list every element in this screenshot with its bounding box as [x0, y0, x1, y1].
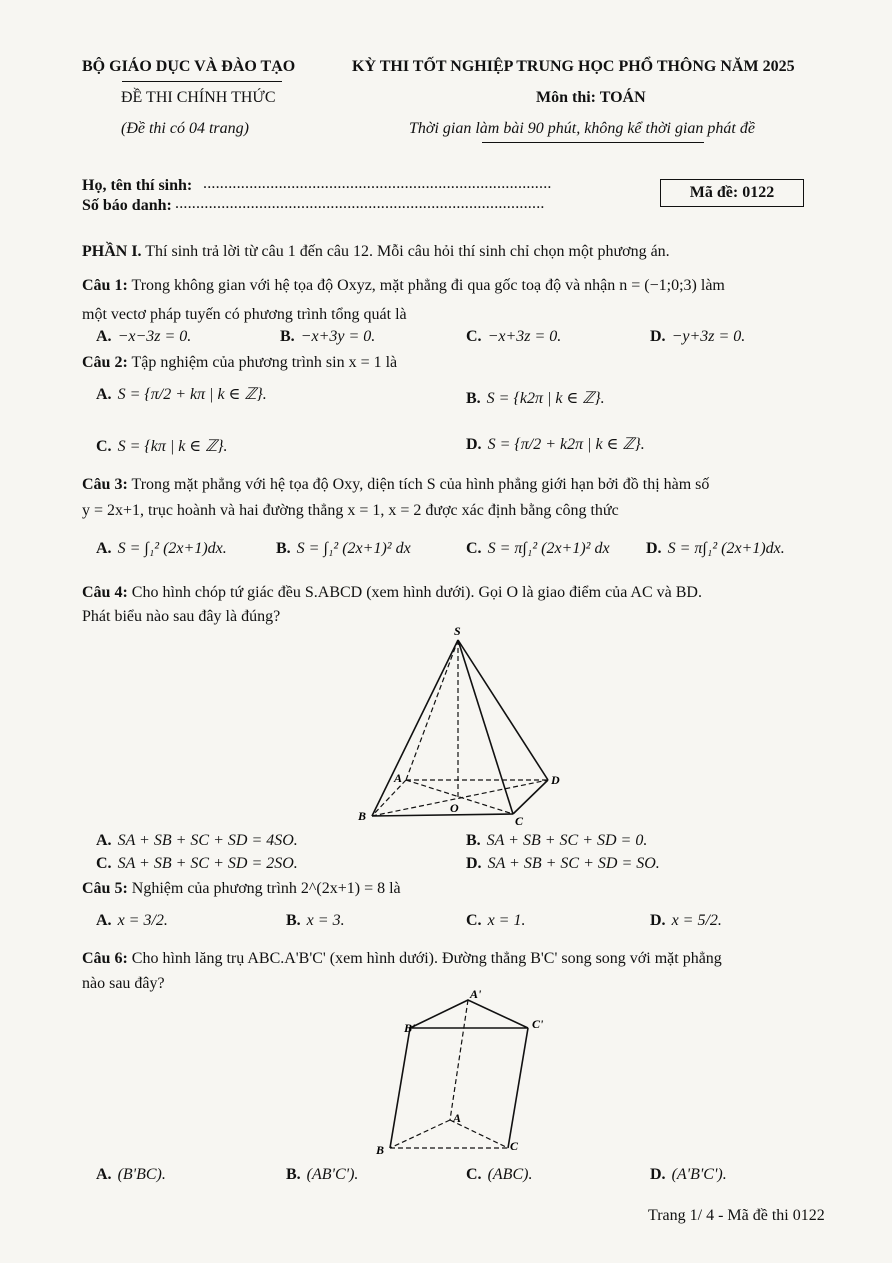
q6-option-d[interactable] — [650, 1166, 727, 1184]
vertex-a1-label: A' — [470, 988, 482, 1001]
q3-option-d-label: D. — [646, 540, 662, 557]
q5-option-c[interactable] — [466, 912, 525, 930]
q6-line1 — [82, 950, 722, 968]
vertex-s-label: S — [454, 624, 461, 638]
pyramid-figure — [350, 622, 580, 830]
vertex-c1-label: C' — [532, 1017, 544, 1031]
q5-option-d-label: D. — [650, 912, 666, 929]
q3-option-c[interactable] — [466, 540, 610, 558]
edge-sb — [372, 640, 458, 816]
q1-option-d[interactable] — [650, 328, 745, 346]
vertex-b1-label: B' — [404, 1021, 416, 1035]
q2-text: Tập nghiệm của phương trình sin x = 1 là — [127, 354, 398, 371]
official-label: ĐỀ THI CHÍNH THỨC — [121, 89, 276, 106]
q6-line2: nào sau đây? — [82, 975, 165, 992]
q4-option-d-label: D. — [466, 855, 482, 872]
edge-bb1 — [390, 1028, 410, 1148]
q4-option-c[interactable] — [96, 855, 298, 873]
q5-option-a-text: x = 3/2. — [117, 912, 168, 929]
q3-option-c-text: S = π∫₁² (2x+1)² dx — [487, 540, 610, 557]
q6-option-d-label: D. — [650, 1166, 666, 1183]
q4-line1 — [82, 584, 702, 602]
q6-text1: Cho hình lăng trụ ABC.A'B'C' (xem hình dưới). Đường thẳng B'C' song song với mặt phẳng — [127, 950, 722, 967]
q5-label: Câu 5: — [82, 880, 128, 897]
q1-label: Câu 1: — [82, 277, 128, 294]
candidate-id-dots: ........................................................................................ — [175, 195, 545, 212]
q4-option-b-text: SA + SB + SC + SD = 0. — [486, 832, 648, 849]
edge-bc — [372, 814, 513, 816]
q6-option-c-text: (ABC). — [487, 1166, 533, 1183]
candidate-name-label: Họ, tên thí sinh: — [82, 177, 193, 194]
q4-option-b-label: B. — [466, 832, 481, 849]
q1-line1 — [82, 277, 725, 295]
vertex-d-label: D — [551, 773, 560, 787]
vertex-b-label: B — [376, 1143, 385, 1157]
q5-option-a[interactable] — [96, 912, 168, 930]
q6-option-c-label: C. — [466, 1166, 482, 1183]
time-note-underline — [482, 142, 704, 143]
ministry-underline — [122, 81, 282, 82]
section-title: PHẦN I. — [82, 243, 142, 260]
q2-option-c-text: S = {kπ | k ∈ ℤ}. — [117, 438, 228, 455]
page-footer: Trang 1/ 4 - Mã đề thi 0122 — [648, 1207, 825, 1224]
q3-line1 — [82, 476, 709, 494]
prism-figure — [370, 988, 550, 1160]
vertex-a-label: A — [394, 771, 403, 785]
q5-option-c-label: C. — [466, 912, 482, 929]
q2-option-b-text: S = {k2π | k ∈ ℤ}. — [486, 390, 605, 407]
edge-cd — [513, 780, 548, 814]
q3-option-a-label: A. — [96, 540, 112, 557]
section-text: Thí sinh trả lời từ câu 1 đến câu 12. Mỗi câu hỏi thí sinh chỉ chọn một phương án. — [141, 243, 670, 260]
q4-text1: Cho hình chóp tứ giác đều S.ABCD (xem hình dưới). Gọi O là giao điểm của AC và BD. — [127, 584, 702, 601]
q5-option-d[interactable] — [650, 912, 722, 930]
q5-option-d-text: x = 5/2. — [671, 912, 722, 929]
q6-option-c[interactable] — [466, 1166, 532, 1184]
q4-option-d-text: SA + SB + SC + SD = SO. — [487, 855, 660, 872]
section-heading — [82, 243, 670, 261]
vertex-a-label: A — [453, 1111, 462, 1125]
q2-option-d[interactable] — [466, 434, 645, 454]
q6-option-b[interactable] — [286, 1166, 358, 1184]
exam-title: KỲ THI TỐT NGHIỆP TRUNG HỌC PHỔ THÔNG NĂM 2025 — [352, 58, 795, 75]
q2-option-b-label: B. — [466, 390, 481, 407]
q1-option-c-text: −x+3z = 0. — [487, 328, 562, 345]
q4-option-b[interactable] — [466, 832, 647, 850]
q3-option-b-text: S = ∫₁² (2x+1)² dx — [296, 540, 411, 557]
q3-label: Câu 3: — [82, 476, 128, 493]
q5-option-c-text: x = 1. — [487, 912, 526, 929]
vertex-c-label: C — [515, 814, 524, 828]
q3-option-d[interactable] — [646, 540, 785, 558]
q4-label: Câu 4: — [82, 584, 128, 601]
q6-option-b-label: B. — [286, 1166, 301, 1183]
ministry-name: BỘ GIÁO DỤC VÀ ĐÀO TẠO — [82, 58, 296, 75]
q6-option-a-text: (B'BC). — [117, 1166, 166, 1183]
q5-option-b-label: B. — [286, 912, 301, 929]
q2-option-a[interactable] — [96, 384, 267, 404]
q3-option-b[interactable] — [276, 540, 411, 558]
q6-option-a-label: A. — [96, 1166, 112, 1183]
candidate-name-dots: ................................................................................... — [203, 175, 552, 192]
q4-option-c-text: SA + SB + SC + SD = 2SO. — [117, 855, 298, 872]
vertex-o-label: O — [450, 801, 459, 815]
edge-sa — [406, 640, 458, 780]
top-face — [410, 1000, 528, 1028]
q6-option-a[interactable] — [96, 1166, 166, 1184]
candidate-id-label: Số báo danh: — [82, 197, 172, 214]
q3-line2: y = 2x+1, trục hoành và hai đường thẳng x = 1, x = 2 được xác định bằng công thức — [82, 502, 619, 519]
edge-cc1 — [508, 1028, 528, 1148]
edge-sd — [458, 640, 548, 780]
q1-option-a[interactable] — [96, 328, 191, 346]
edge-ab — [372, 780, 406, 816]
q1-option-d-text: −y+3z = 0. — [671, 328, 746, 345]
edge-aa1 — [450, 1000, 468, 1120]
q5-text: Nghiệm của phương trình 2^(2x+1) = 8 là — [127, 880, 401, 897]
q5-line — [82, 880, 401, 898]
q4-option-a-label: A. — [96, 832, 112, 849]
q2-line — [82, 354, 397, 372]
q3-text1: Trong mặt phẳng với hệ tọa độ Oxy, diện tích S của hình phẳng giới hạn bởi đồ thị hàm số — [127, 476, 710, 493]
q6-label: Câu 6: — [82, 950, 128, 967]
q2-option-b[interactable] — [466, 388, 605, 408]
q2-option-c-label: C. — [96, 438, 112, 455]
q1-option-a-text: −x−3z = 0. — [117, 328, 192, 345]
q3-option-c-label: C. — [466, 540, 482, 557]
q1-option-b[interactable] — [280, 328, 375, 346]
q1-option-d-label: D. — [650, 328, 666, 345]
q6-option-d-text: (A'B'C'). — [671, 1166, 727, 1183]
q4-option-d[interactable] — [466, 855, 660, 873]
q2-option-a-label: A. — [96, 386, 112, 403]
pages-note: (Đề thi có 04 trang) — [121, 120, 249, 137]
q2-option-d-label: D. — [466, 436, 482, 453]
q1-line2: một vectơ pháp tuyến có phương trình tổng quát là — [82, 306, 407, 323]
q2-option-c[interactable] — [96, 436, 228, 456]
q3-option-a[interactable] — [96, 540, 227, 558]
subject-label: Môn thi: TOÁN — [536, 89, 646, 106]
q1-option-b-text: −x+3y = 0. — [300, 328, 376, 345]
q4-option-a[interactable] — [96, 832, 298, 850]
q4-option-c-label: C. — [96, 855, 112, 872]
exam-code-box: Mã đề: 0122 — [660, 179, 804, 207]
vertex-c-label: C — [510, 1139, 519, 1153]
q4-option-a-text: SA + SB + SC + SD = 4SO. — [117, 832, 298, 849]
diag-bd — [372, 780, 548, 816]
q1-option-c-label: C. — [466, 328, 482, 345]
q1-option-a-label: A. — [96, 328, 112, 345]
q1-option-b-label: B. — [280, 328, 295, 345]
edge-sc — [458, 640, 513, 814]
edge-ab — [390, 1120, 450, 1148]
q5-option-b-text: x = 3. — [306, 912, 345, 929]
q3-option-b-label: B. — [276, 540, 291, 557]
vertex-b-label: B — [358, 809, 367, 823]
q2-label: Câu 2: — [82, 354, 128, 371]
q2-option-a-text: S = {π/2 + kπ | k ∈ ℤ}. — [117, 386, 267, 403]
q5-option-b[interactable] — [286, 912, 345, 930]
q6-option-b-text: (AB'C'). — [306, 1166, 359, 1183]
time-note: Thời gian làm bài 90 phút, không kể thời gian phát đề — [409, 120, 755, 137]
q2-option-d-text: S = {π/2 + k2π | k ∈ ℤ}. — [487, 436, 645, 453]
q3-option-a-text: S = ∫₁² (2x+1)dx. — [117, 540, 227, 557]
q1-option-c[interactable] — [466, 328, 561, 346]
q3-option-d-text: S = π∫₁² (2x+1)dx. — [667, 540, 785, 557]
q5-option-a-label: A. — [96, 912, 112, 929]
diag-ac — [406, 780, 513, 814]
q4-line2: Phát biểu nào sau đây là đúng? — [82, 608, 281, 625]
q1-text1: Trong không gian với hệ tọa độ Oxyz, mặt phẳng đi qua gốc toạ độ và nhận n = (−1;0;3) làm — [127, 277, 725, 294]
